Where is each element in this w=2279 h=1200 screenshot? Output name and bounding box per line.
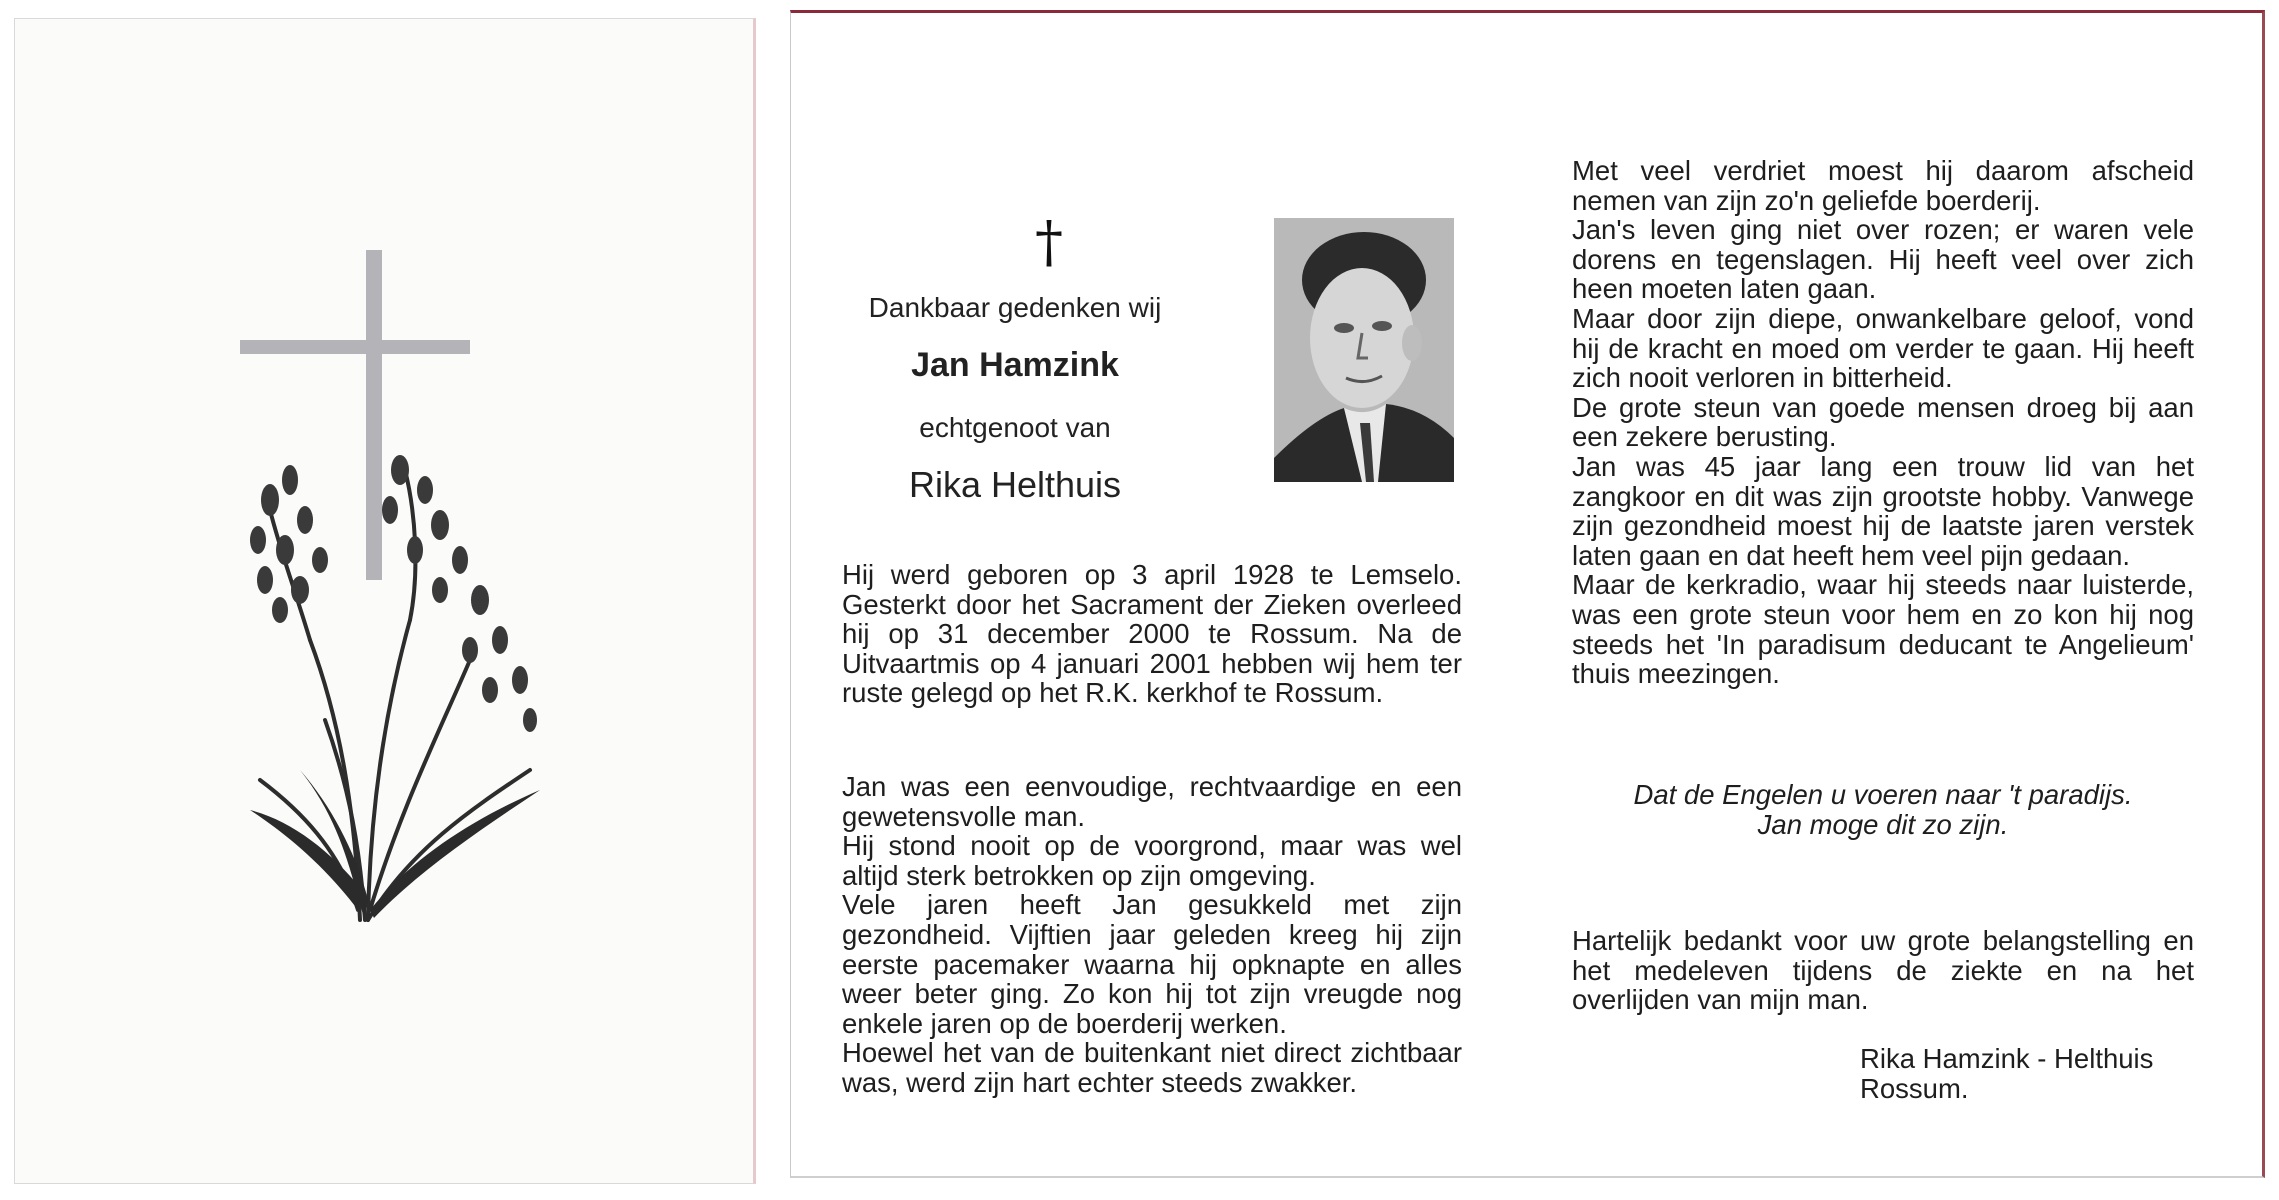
story-paragraph: Vele jaren heeft Jan gesukkeld met zijn gezondheid. Vijftien jaar geleden kreeg hij zijn eerste pacemaker waarna hij opknapte en alles weer beter ging. Zo kon hij tot zijn vreugde nog enkele jaren op de boerderij werken. <box>842 889 1462 1039</box>
story-paragraph: Hij stond nooit op de voorgrond, maar was wel altijd sterk betrokken op zijn omgeving. <box>842 830 1462 891</box>
spouse-intro-text: echtgenoot van <box>919 412 1111 443</box>
story-right-column <box>1572 156 2194 689</box>
story-left-column <box>842 772 1462 1098</box>
intro-text: Dankbaar gedenken wij <box>868 292 1162 323</box>
verse-line: Dat de Engelen u voeren naar 't paradijs. <box>1633 779 2133 810</box>
story-paragraph: Maar door zijn diepe, onwankelbare geloof, vond hij de kracht en moed om verder te gaan. Hij heeft zich nooit verloren in bitterheid. <box>1572 302 2194 394</box>
signature-place: Rossum. <box>1860 1073 1969 1104</box>
signature <box>1860 1044 2220 1104</box>
cross-with-flowers-icon <box>240 250 550 930</box>
verse <box>1572 780 2194 840</box>
story-paragraph: Jan's leven ging niet over rozen; er waren vele dorens en tegenslagen. Hij heeft veel over zich heen moeten laten gaan. <box>1572 214 2194 305</box>
story-paragraph: Maar de kerkradio, waar hij steeds naar luisterde, was een grote steun voor hem en zo kon hij nog steeds het 'In paradisum deducant te Angelieum' thuis meezingen. <box>1572 569 2194 690</box>
story-paragraph: Met veel verdriet moest hij daarom afscheid nemen van zijn zo'n geliefde boerderij. <box>1572 155 2194 216</box>
thanks-text: Hartelijk bedankt voor uw grote belangstelling en het medeleven tijdens de ziekte en na het overlijden van mijn man. <box>1572 925 2194 1016</box>
story-paragraph: Hoewel het van de buitenkant niet direct zichtbaar was, werd zijn hart echter steeds zwakker. <box>842 1037 1462 1098</box>
story-paragraph: Jan was een eenvoudige, rechtvaardige en een gewetensvolle man. <box>842 771 1462 832</box>
deceased-name: Jan Hamzink <box>911 346 1119 384</box>
story-paragraph: Jan was 45 jaar lang een trouw lid van het zangkoor en dit was zijn grootste hobby. Vanwege zijn gezondheid moest hij de laatste jaren verstek laten gaan en dat heeft hem veel pijn gedaan. <box>1572 450 2194 571</box>
cross-symbol: † <box>1035 210 1063 275</box>
signature-name: Rika Hamzink - Helthuis <box>1860 1043 2154 1074</box>
spouse-name: Rika Helthuis <box>908 464 1122 505</box>
story-paragraph: De grote steun van goede mensen droeg bij aan een zekere berusting. <box>1572 391 2194 453</box>
biography-text: Hij werd geboren op 3 april 1928 te Lemselo. Gesterkt door het Sacrament der Zieken overleed hij op 31 december 2000 te Rossum. Na de Uitvaartmis op 4 januari 2001 hebben wij hem ter ruste gelegd op het R.K. kerkhof te Rossum. <box>842 559 1462 709</box>
verse-line: Jan moge dit zo zijn. <box>1757 809 2009 840</box>
portrait-photo-icon <box>1274 218 1454 482</box>
